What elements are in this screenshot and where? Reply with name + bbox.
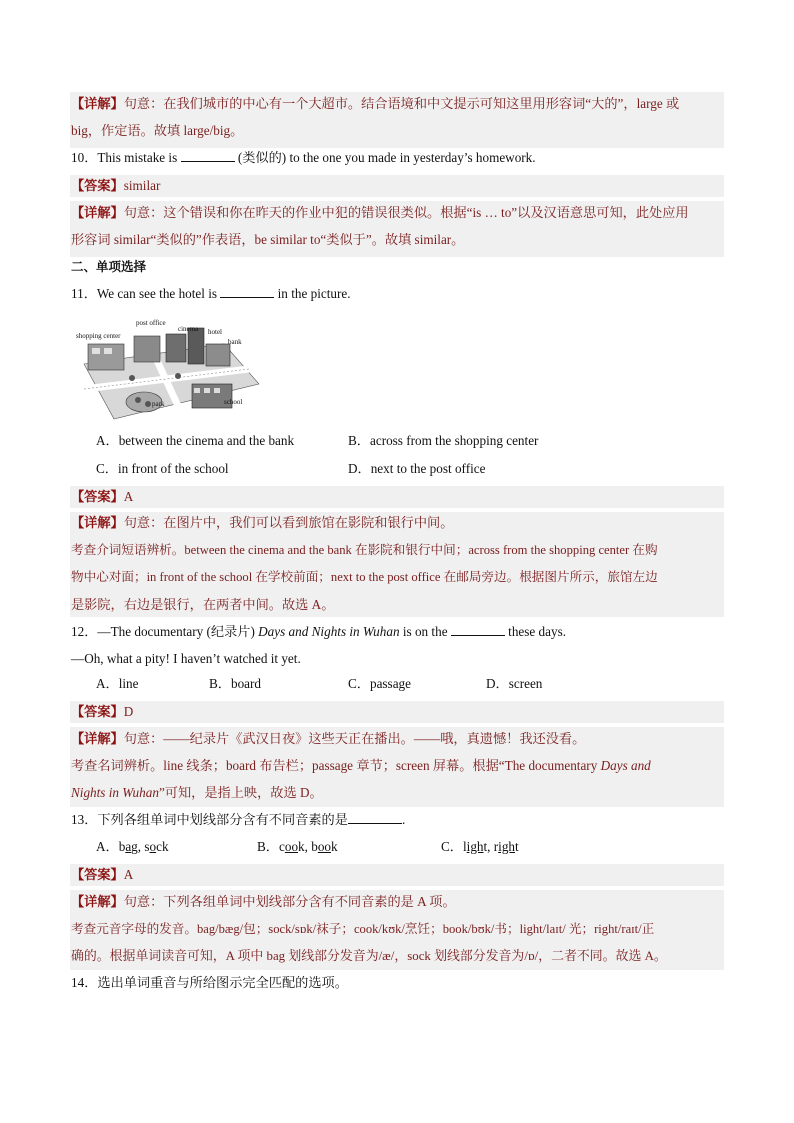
detail-text: big，作定语。故填 large/big。 <box>71 123 244 138</box>
building-post-office <box>134 336 160 362</box>
map-label-hotel: hotel <box>208 328 222 336</box>
q13-option-a[interactable]: A．bag, sock <box>96 839 169 854</box>
answer-text: D <box>123 704 134 719</box>
q12-detail-line1 <box>71 731 585 747</box>
detail-tag: 【详解】 <box>71 205 124 220</box>
question-text: —The documentary (纪录片) <box>97 624 259 639</box>
detail-tag: 【详解】 <box>71 515 124 530</box>
question-text: (类似的) to the one you made in yesterday’s homework. <box>237 150 536 165</box>
map-label-bank: bank <box>228 338 242 346</box>
q12-option-d[interactable]: D．screen <box>486 676 543 691</box>
tree <box>175 373 181 379</box>
detail-text: 考查元音字母的发音。bag/bæg/包；sock/sɒk/袜子；cook/kʊk/烹饪；book/bʊk/书；light/laɪt/ 光；right/raɪt/正 <box>71 922 655 936</box>
question-text: 下列各组单词中划线部分含有不同音素的是 <box>97 812 348 827</box>
answer-text: A <box>123 867 134 882</box>
window <box>92 348 100 354</box>
detail-italic: Nights in Wuhan <box>71 785 159 800</box>
tree <box>129 375 135 381</box>
q11-answer <box>71 489 133 505</box>
answer-blank <box>181 150 235 162</box>
q12-answer <box>71 704 133 720</box>
detail-text: 句意：这个错误和你在昨天的作业中犯的错误很类似。根据“is … to”以及汉语意思可知，此处应用 <box>123 205 689 220</box>
question-text: in the picture. <box>277 286 351 301</box>
q9-detail-line1 <box>71 96 679 112</box>
q12-option-a[interactable]: A．line <box>96 676 139 691</box>
window <box>204 388 210 393</box>
question-number: 14． <box>71 975 98 990</box>
q11-stem <box>71 286 351 302</box>
q11-detail-line4 <box>71 597 334 613</box>
detail-italic: Days and <box>600 758 651 773</box>
section-heading: 二、单项选择 <box>71 259 147 274</box>
answer-tag: 【答案】 <box>71 178 124 193</box>
building-bank <box>206 344 230 366</box>
answer-text: A <box>123 489 134 504</box>
q9-detail-line2 <box>71 123 243 139</box>
question-number: 13． <box>71 812 98 827</box>
question-text: This mistake is <box>97 150 178 165</box>
question-number: 11． <box>71 286 97 301</box>
detail-text: 是影院，右边是银行，在两者中间。故选 A。 <box>71 597 335 612</box>
answer-band <box>70 486 724 508</box>
q12-detail-line2 <box>71 758 651 774</box>
detail-text: 句意：——纪录片《武汉日夜》这些天正在播出。——哦，真遗憾！我还没看。 <box>123 731 586 746</box>
building-hotel <box>188 328 204 364</box>
detail-text: 考查介词短语辨析。between the cinema and the bank 在影院和银行中间；across from the shopping center 在购 <box>71 543 658 557</box>
q11-option-a[interactable]: A．between the cinema and the bank <box>96 433 295 448</box>
q10-stem <box>71 150 536 166</box>
q13-detail-line2 <box>71 921 654 937</box>
q12-line2: —Oh, what a pity! I haven’t watched it yet. <box>71 651 301 666</box>
detail-text: 句意：在图片中，我们可以看到旅馆在影院和银行中间。 <box>123 515 454 530</box>
detail-text: 形容词 similar“类似的”作表语，be similar to“类似于”。故填 similar。 <box>71 232 465 247</box>
map-label-park: park <box>152 400 165 408</box>
town-map-illustration <box>74 314 260 424</box>
q13-detail-line3 <box>71 948 667 964</box>
answer-tag: 【答案】 <box>71 704 124 719</box>
answer-blank <box>348 812 402 824</box>
q11-detail-line2 <box>71 542 658 558</box>
q14-stem <box>71 975 348 991</box>
detail-tag: 【详解】 <box>71 731 124 746</box>
q10-answer <box>71 178 160 194</box>
window <box>214 388 220 393</box>
detail-text: 确的。根据单词读音可知，A 项中 bag 划线部分发音为/æ/，sock 划线部分发音为/ɒ/，二者不同。故选 A。 <box>71 949 667 963</box>
map-label-shopping: shopping center <box>76 332 121 340</box>
detail-tag: 【详解】 <box>71 894 124 909</box>
tree <box>145 401 151 407</box>
q13-option-b[interactable]: B．cook, book <box>257 839 338 854</box>
window <box>194 388 200 393</box>
q13-detail-line1 <box>71 894 456 910</box>
detail-text: ”可知，是指上映，故选 D。 <box>158 785 323 800</box>
detail-text: 句意：下列各组单词中划线部分含有不同音素的是 A 项。 <box>123 894 456 909</box>
answer-band <box>70 864 724 886</box>
detail-text: 物中心对面；in front of the school 在学校前面；next to the post office 在邮局旁边。根据图片所示，旅馆左边 <box>71 570 658 584</box>
window <box>104 348 112 354</box>
map-label-school: school <box>224 398 243 406</box>
q11-option-c[interactable]: C．in front of the school <box>96 461 229 476</box>
detail-text: 考查名词辨析。line 线条；board 布告栏；passage 章节；screen 屏幕。根据“The documentary <box>71 758 601 773</box>
question-text: We can see the hotel is <box>96 286 218 301</box>
question-text: these days. <box>508 624 567 639</box>
question-number: 10． <box>71 150 98 165</box>
question-text: is on the <box>399 624 448 639</box>
detail-text: 句意：在我们城市的中心有一个大超市。结合语境和中文提示可知这里用形容词“大的”，large 或 <box>123 96 680 111</box>
building-shopping-center <box>88 344 124 370</box>
q11-option-b[interactable]: B．across from the shopping center <box>348 433 539 448</box>
answer-band <box>70 701 724 723</box>
q12-stem <box>71 624 566 640</box>
question-text: . <box>401 812 406 827</box>
map-label-cinema: cinema <box>178 325 199 333</box>
q12-option-c[interactable]: C．passage <box>348 676 411 691</box>
q11-detail-line3 <box>71 569 658 585</box>
q13-option-c[interactable]: C．light, right <box>441 839 519 854</box>
q10-detail-line2 <box>71 232 464 248</box>
q12-detail-line3 <box>71 785 323 801</box>
answer-text: similar <box>123 178 161 193</box>
q11-option-d[interactable]: D．next to the post office <box>348 461 486 476</box>
q12-option-b[interactable]: B．board <box>209 676 262 691</box>
question-number: 12． <box>71 624 98 639</box>
answer-tag: 【答案】 <box>71 867 124 882</box>
building-cinema <box>166 334 186 362</box>
q13-stem <box>71 812 405 828</box>
tree <box>135 397 141 403</box>
answer-tag: 【答案】 <box>71 489 124 504</box>
answer-blank <box>220 286 274 298</box>
question-text: 选出单词重音与所给图示完全匹配的选项。 <box>97 975 348 990</box>
answer-band <box>70 175 724 197</box>
map-label-post: post office <box>136 319 166 327</box>
q10-detail-line1 <box>71 205 689 221</box>
documentary-title: Days and Nights in Wuhan <box>258 624 400 639</box>
q11-detail-line1 <box>71 515 453 531</box>
answer-blank <box>451 624 505 636</box>
q13-answer <box>71 867 133 883</box>
detail-tag: 【详解】 <box>71 96 124 111</box>
